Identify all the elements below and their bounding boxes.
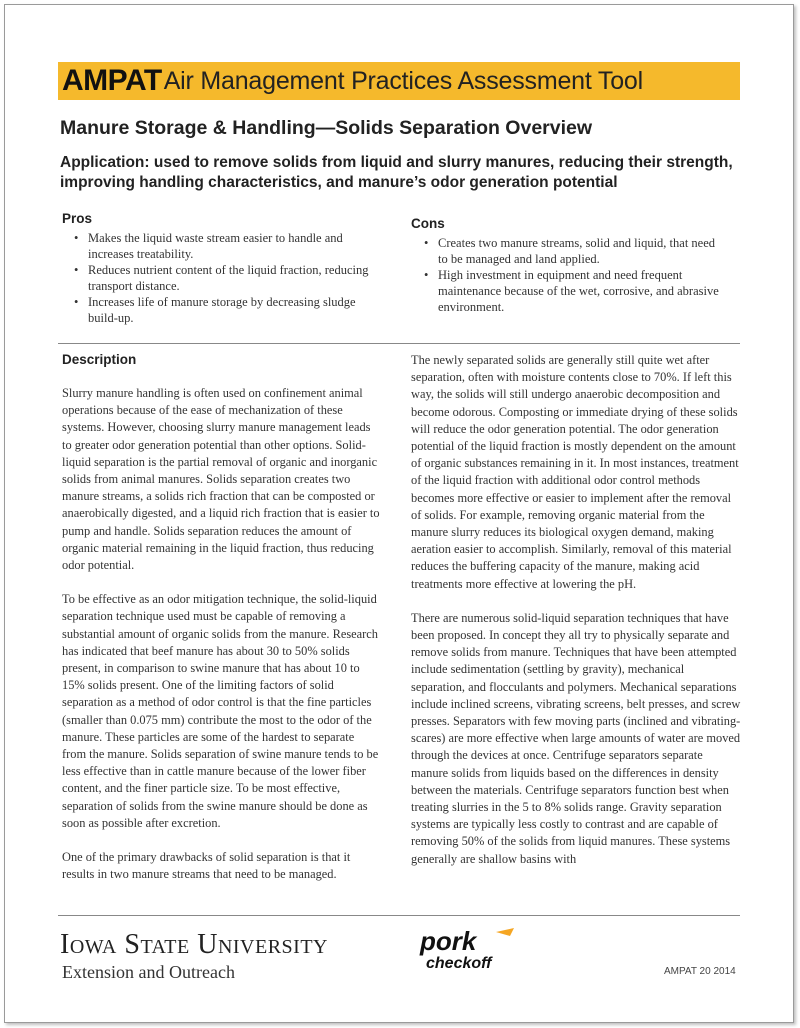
university-wordmark: Iowa State University [60,929,328,960]
pork-checkoff-logo [418,926,528,974]
cons-item: • Creates two manure streams, solid and liquid, that need to be managed and land applied. [414,235,726,267]
description-paragraph: To be effective as an odor mitigation technique, the solid-liquid separation technique used must be capable of removing a substantial amount of organic solids from the manure. Research has indicated that beef manure has about 30 to 50% solids present, in comparison to swine manure that has about 10 to 15% solids present. One of the limiting factors of solid separation as a method of odor control is that the fine particles (smaller than 0.075 mm) contribute the most to the odor of the manure. These particles are some of the hardest to separate from the manure. Solids separation of swine manure tends to be less effective than in cattle manure because of the lower fiber content, and the finer particle size. To be most effective, separation of solids from the swine manure should be done as soon as possible after excretion. [62,592,379,830]
cons-heading: Cons [411,216,445,231]
description-paragraph: Slurry manure handling is often used on confinement animal operations because of the ease of mechanization of these systems. However, choosing slurry manure management leads to greater odor generation potential than other options. Solid-liquid separation is the partial removal of organic and inorganic solids from animal manures. Solids separation creates two manure streams, a solids rich fraction that can be composted or anaerobically digested, and a liquid rich fraction that is easier to pump and handle. Solids separation reduces the amount of organic material remaining in the liquid fraction, thus reducing odor potential. [62,386,380,573]
tool-name: Air Management Practices Assessment Tool [163,66,643,95]
cons-item: • High investment in equipment and need frequent maintenance because of the wet, corrosive, and abrasive environment. [414,267,726,315]
description-right-column [411,352,741,868]
description-paragraph: The newly separated solids are generally still quite wet after separation, often with moisture contents close to 70%. If left this way, the solids will still undergo anaerobic decomposition and become odorous. Composting or immediate drying of these solids will reduce the odor generation potential. The odor generation potential of the liquid fraction is mostly dependent on the amount of organic substances remaining in it. In most instances, treatment of the liquid fraction with additional odor control methods becomes more effective or easier to implement after the removal of solids. For example, removing organic material from the manure slurry reduces its biological oxygen demand, making aeration easier to accomplish. Similarly, removal of this material reduces the buffering capacity of the manure, making acid treatments more effective at lowering the pH. [411,353,739,591]
description-heading: Description [62,352,137,367]
pros-list [64,230,382,326]
pros-item: • Makes the liquid waste stream easier to handle and increases treatability. [64,230,382,262]
footer-divider [58,915,740,916]
description-left-column [62,385,380,883]
brand-name: AMPAT [62,64,162,97]
logo-accent-icon [496,928,514,936]
university-name [60,929,328,961]
application-summary: Application: used to remove solids from liquid and slurry manures, reducing their strength, improving handling characteristics, and manure’s odor generation potential [60,154,733,191]
checkoff-logo-word: checkoff [426,955,492,972]
document-id: AMPAT 20 2014 [664,966,736,977]
pros-item: • Reduces nutrient content of the liquid fraction, reducing transport distance. [64,262,382,294]
description-paragraph: One of the primary drawbacks of solid separation is that it results in two manure streams that need to be managed. [62,850,351,882]
section-divider [58,343,740,344]
ampat-banner [58,62,740,100]
description-paragraph: There are numerous solid-liquid separation techniques that have been proposed. In concept they all try to physically separate and remove solids from manure. Techniques that have been attempted include sedimentation (settling by gravity), mechanical separation, and flocculants and polymers. Mechanical separations include inclined screens, vibrating screens, belt presses, and screw presses. Separators with few moving parts (inclined and vibrating-scares) are more effective when large amounts of water are moved through the devices at once. Centrifuge separators separate manure solids from liquids based on the differences in density between the materials. Centrifuge separators function best when treating slurries in the 5 to 8% solids range. Gravity separation systems are typically less costly to contrast and are capable of removing 50% of the solids from liquid manures. These systems generally are shallow basins with [411,610,741,866]
pros-item: • Increases life of manure storage by decreasing sludge build-up. [64,294,382,326]
pros-heading: Pros [62,211,93,226]
cons-list [414,235,726,315]
pork-logo-word: pork [420,926,477,956]
extension-name: Extension and Outreach [62,962,235,982]
page-title: Manure Storage & Handling—Solids Separation Overview [60,117,593,139]
